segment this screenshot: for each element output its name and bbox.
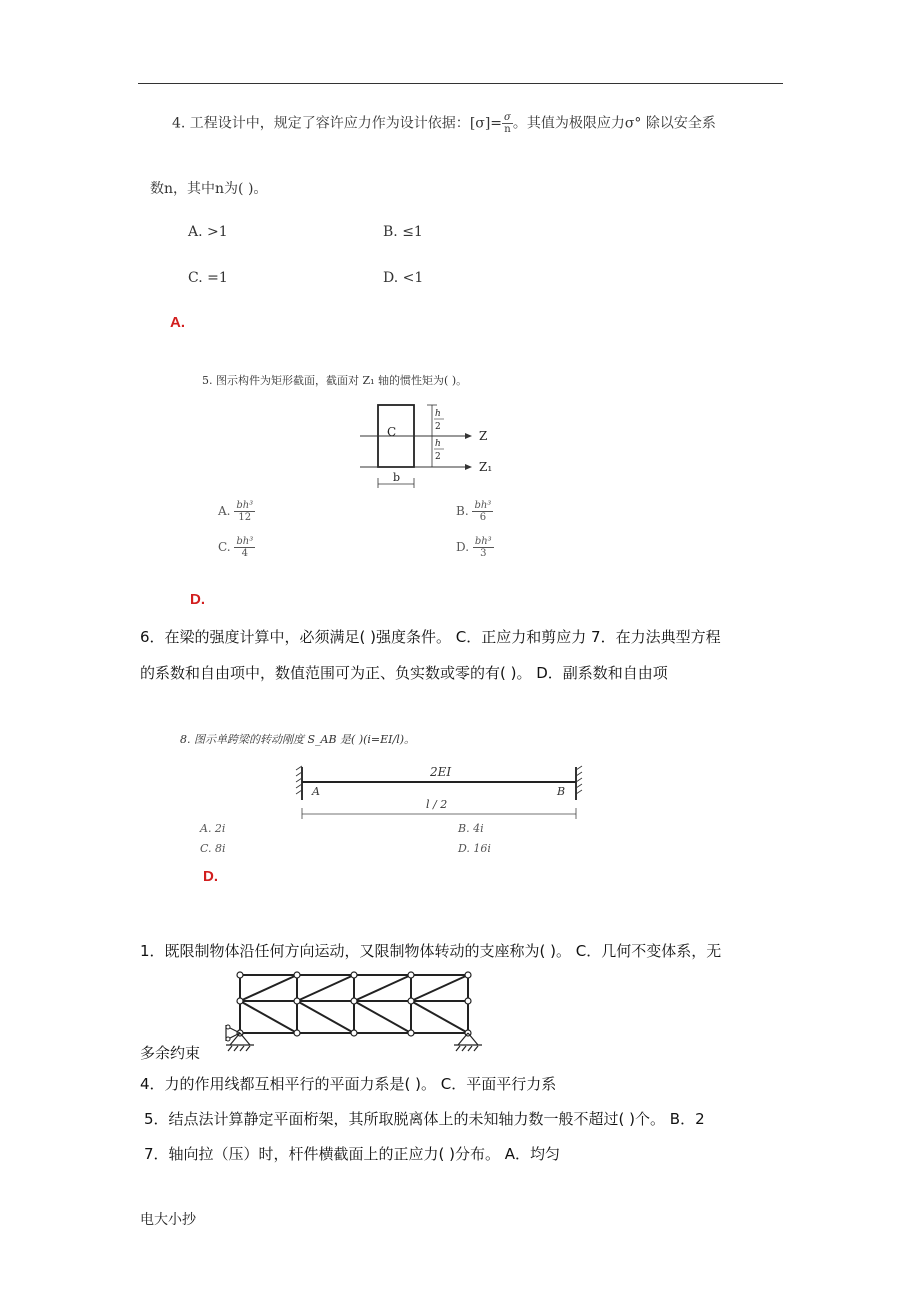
q1-line1: 1．既限制物体沿任何方向运动，又限制物体转动的支座称为( )。 C．几何不变体系，无 [140, 942, 722, 960]
more-q5: 5．结点法计算静定平面桁架，其所取脱离体上的未知轴力数一般不超过( )个。 B．2 [144, 1110, 705, 1128]
q1-line2: 多余约束 [140, 1044, 201, 1062]
q8-answer: D. [203, 868, 218, 885]
footer-label: 电大小抄 [140, 1212, 196, 1228]
q8-option-a: A. 2i [200, 822, 226, 835]
q4-option-b: B. ≤1 [383, 224, 423, 240]
q5-section-figure [355, 392, 515, 492]
q5-h-bot-num: h [435, 439, 441, 449]
q5-answer: D. [190, 591, 205, 608]
q8-a-label: A [312, 785, 320, 798]
q1-truss-figure [224, 965, 486, 1057]
q5-option-b: B. $\frac{\text{bh³}}{6}$ [456, 500, 492, 523]
q5-stem: 5. 图示构件为矩形截面，截面对 Z₁ 轴的惯性矩为( )。 [202, 374, 468, 387]
q67-line1: 6．在梁的强度计算中，必须满足( )强度条件。 C．正应力和剪应力 7．在力法典型方程 [140, 628, 721, 646]
q8-option-c: C. 8i [200, 842, 226, 855]
q4-stem-line2: 数n，其中n为( )。 [150, 181, 268, 197]
q5-b-label: b [393, 471, 401, 484]
q8-ei-label: 2EI [430, 765, 452, 779]
more-q7: 7．轴向拉（压）时，杆件横截面上的正应力( )分布。 A．均匀 [144, 1145, 561, 1163]
q5-option-c: C. $\frac{\text{bh³}}{4}$ [218, 536, 254, 559]
more-q4: 4．力的作用线都互相平行的平面力系是( )。 C．平面平行力系 [140, 1075, 557, 1093]
q67-line2: 的系数和自由项中，数值范围可为正、负实数或零的有( )。 D．副系数和自由项 [140, 664, 668, 682]
q4-option-c: C. =1 [188, 270, 228, 286]
header-rule [138, 83, 783, 84]
q4-option-a: A. >1 [188, 224, 228, 240]
q5-z1-label: Z₁ [479, 460, 493, 474]
q5-option-a: A. $\frac{\text{bh³}}{12}$ [218, 500, 254, 523]
q5-h-top-num: h [435, 409, 441, 419]
q4-stem: 4. 工程设计中，规定了容许应力作为设计依据：[σ]= $\frac{\sigma}{n}$ 。其值为极限应力σ° 除以安全系 [172, 112, 716, 135]
q5-z-label: Z [479, 429, 488, 443]
q4-answer: A. [170, 314, 185, 331]
q5-c-label: C [387, 425, 397, 439]
q8-length-label: l / 2 [426, 798, 448, 811]
q8-b-label: B [557, 785, 566, 798]
q8-stem: 8. 图示单跨梁的转动刚度 S_AB 是( )(i=EI/l)。 [180, 733, 416, 746]
q4-option-d: D. <1 [383, 270, 424, 286]
q5-h-bot-den: 2 [435, 452, 441, 462]
q8-option-b: B. 4i [458, 822, 484, 835]
q8-beam-figure [292, 762, 592, 822]
q4-fraction: $\frac{\sigma}{n}$ [504, 112, 511, 135]
q8-option-d: D. 16i [458, 842, 491, 855]
q5-h-top-den: 2 [435, 422, 441, 432]
q5-option-d: D. $\frac{\text{bh³}}{3}$ [456, 536, 492, 559]
